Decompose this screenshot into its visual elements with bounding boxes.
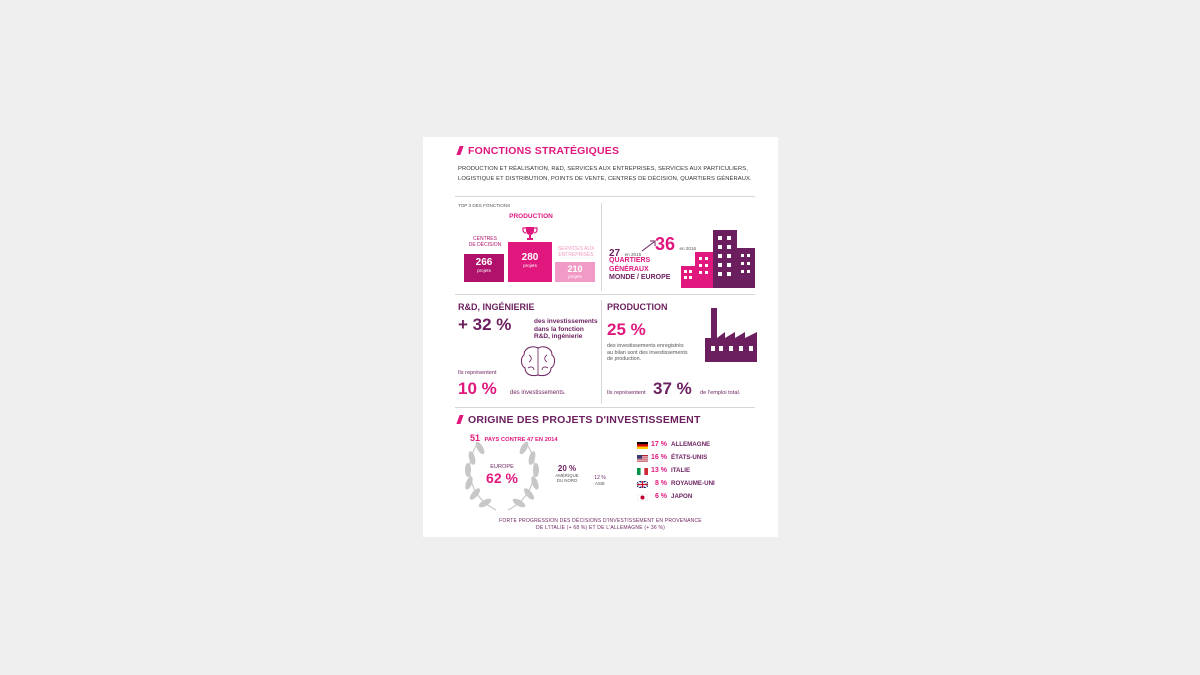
europe-block [462,464,542,486]
hq-title-line-2: GÉNÉRAUX [609,265,649,273]
uk-flag-icon [637,481,648,488]
hq-title-line-1: QUARTIERS [609,257,651,264]
na-label-line-1: AMÉRIQUE [555,473,579,478]
brain-icon [520,345,556,379]
list-item: 6 % JAPON [633,493,692,500]
hq-title [609,257,670,283]
countries-count-text: PAYS CONTRE 47 EN 2014 [484,437,558,443]
section-title-origine: ORIGINE DES PROJETS D'INVESTISSEMENT [458,414,701,426]
rd-growth: + 32 % [458,315,512,334]
services-value: 210 [567,264,583,274]
production-value-pct: 25 % [607,320,646,339]
list-item: 13 % ITALIE [633,467,690,474]
centres-unit: projets [477,268,491,273]
services-label-line-2: ENTREPRISES [558,252,594,258]
asia-label: ASIE [594,481,605,486]
countries-count-value: 51 [470,433,481,443]
centres-label [462,236,508,248]
footnote-line-1: FORTE PROGRESSION DES DÉCISIONS D'INVESTISSEMENT EN PROVENANCE [499,518,702,524]
europe-label: EUROPE [490,464,514,470]
slash-icon [456,415,463,424]
buildings-icon [681,230,755,288]
services-unit: projets [568,274,582,279]
services-label [553,246,599,258]
list-item: 8 % ROYAUME-UNI [633,480,715,487]
asia-value: 12 % [594,475,606,481]
section-title-fonctions: FONCTIONS STRATÉGIQUES [458,145,619,157]
top3-caption: TOP 3 DES FONCTIONS [458,203,511,208]
list-item: 17 % ALLEMAGNE [633,441,710,448]
na-value: 20 % [557,464,577,473]
hq-from-value: 27 [609,248,621,259]
na-block [548,464,586,483]
production-title: PRODUCTION [607,302,668,312]
production-text [607,343,688,363]
hq-scope: MONDE / EUROPE [609,274,671,281]
production-unit: projets [523,263,537,268]
rd-title: R&D, INGÉNIERIE [458,302,535,312]
vertical-divider-middle [601,300,602,404]
centres-label-line-1: CENTRES [473,236,497,242]
europe-value: 62 % [486,470,518,486]
trophy-icon [522,226,538,241]
list-item: 16 % ÉTATS-UNIS [633,454,707,461]
production-text-line-2: au bilan sont des investissements [607,349,688,356]
production-employ-value: 37 % [653,379,692,398]
na-label-line-2: DU NORD [556,478,578,483]
rd-growth-text-line-1: des investissements [534,318,598,325]
hq-to-note: en 2016 [679,246,697,251]
rd-growth-text-line-2: dans la fonction [534,325,584,333]
factory-icon [705,308,757,362]
germany-flag-icon [637,442,648,449]
rd-share-value: 10 % [458,379,497,398]
rd-growth-text-line-3: R&D, ingénierie [534,333,583,340]
footnote [423,518,778,532]
italy-flag-icon [637,468,648,475]
footnote-line-2: DE L'ITALIE (+ 68 %) ET DE L'ALLEMAGNE (+ 36 %) [536,525,665,531]
centres-value: 266 [475,257,493,268]
services-box [555,262,595,282]
services-label-line-1: SERVICES AUX [557,246,595,252]
production-text-line-3: de production. [607,356,642,362]
production-box [508,242,552,282]
slash-icon [456,146,463,155]
divider [455,407,755,408]
production-label: PRODUCTION [509,213,553,220]
usa-flag-icon [637,455,648,462]
section-subtitle [458,165,752,184]
subtitle-line-2: LOGISTIQUE ET DISTRIBUTION, POINTS DE VENTE, CENTRES DE DÉCISION, QUARTIERS GÉNÉRAUX. [458,175,752,182]
japan-flag-icon [637,494,648,501]
hq-to-value: 36 [655,234,676,254]
rd-share-text: des investissements. [510,390,566,396]
divider [455,196,755,197]
production-value: 280 [521,252,539,263]
rd-share-intro: Ils représentent [458,370,497,376]
hq-from-note: en 2015 [624,252,642,257]
rd-growth-text [534,318,598,341]
vertical-divider-top [601,203,602,291]
subtitle-line-1: PRODUCTION ET RÉALISATION, R&D, SERVICES AUX ENTREPRISES, SERVICES AUX PARTICULIERS, [458,166,748,172]
divider [455,294,755,295]
centres-box [464,254,504,282]
production-employ-intro: Ils représentent [607,390,646,396]
centres-label-line-2: DE DÉCISION [468,242,502,248]
production-employ-text: de l'emploi total. [700,390,741,396]
asia-block [588,475,612,486]
production-text-line-1: des investissements enregistrés [607,343,684,349]
